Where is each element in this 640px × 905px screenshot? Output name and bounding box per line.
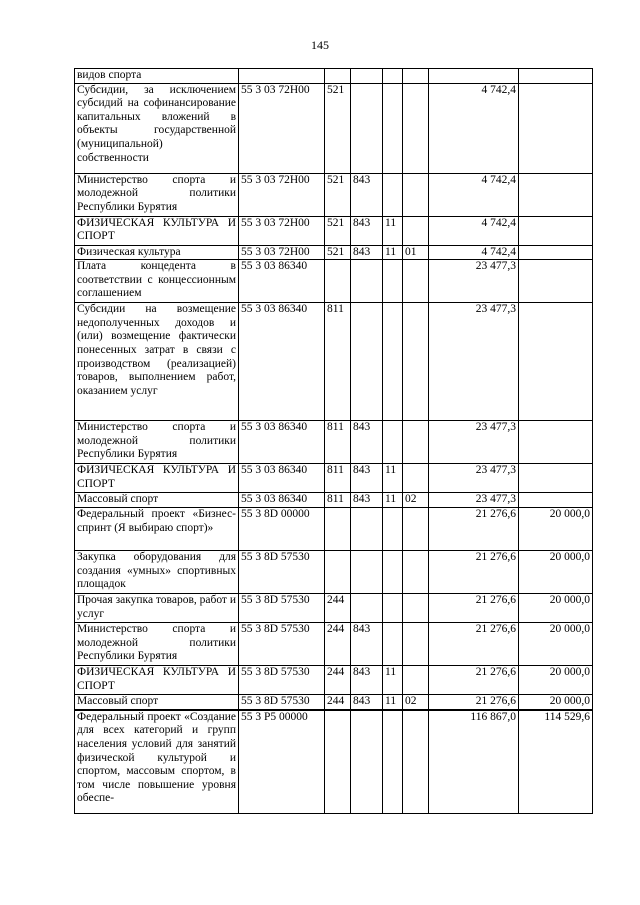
- row-section: 11: [383, 216, 403, 245]
- row-department-code: [351, 594, 383, 623]
- row-section: [383, 173, 403, 216]
- row-subsection: [403, 508, 429, 551]
- row-expense-type: 244: [325, 695, 351, 710]
- row-name: Федеральный проект «Бизнес-спринт (Я выбираю спорт)»: [75, 508, 239, 551]
- row-section: [383, 260, 403, 303]
- row-expense-type: 521: [325, 245, 351, 260]
- row-name: Закупка оборудования для создания «умных» спортивных площадок: [75, 551, 239, 594]
- row-subsection: [403, 173, 429, 216]
- row-amount-year-2: 20 000,0: [519, 695, 593, 710]
- row-amount-year-1: 4 742,4: [429, 216, 519, 245]
- row-expense-type: 811: [325, 421, 351, 464]
- row-amount-year-1: 116 867,0: [429, 710, 519, 814]
- table-row: [75, 216, 593, 245]
- row-subsection: [403, 464, 429, 493]
- row-section: [383, 421, 403, 464]
- row-target-code: 55 3 03 86340: [239, 464, 325, 493]
- row-name: Прочая закупка товаров, работ и услуг: [75, 594, 239, 623]
- row-amount-year-1: 4 742,4: [429, 173, 519, 216]
- row-target-code: 55 3 03 72Н00: [239, 173, 325, 216]
- row-subsection: 02: [403, 493, 429, 508]
- row-department-code: 843: [351, 464, 383, 493]
- row-amount-year-1: 23 477,3: [429, 260, 519, 303]
- row-amount-year-2: [519, 83, 593, 173]
- row-section: [383, 594, 403, 623]
- row-expense-type: [325, 508, 351, 551]
- row-amount-year-1: 4 742,4: [429, 83, 519, 173]
- row-name: ФИЗИЧЕСКАЯ КУЛЬТУРА И СПОРТ: [75, 666, 239, 695]
- row-amount-year-1: 21 276,6: [429, 551, 519, 594]
- row-amount-year-2: [519, 216, 593, 245]
- row-target-code: [239, 69, 325, 84]
- row-amount-year-2: 20 000,0: [519, 551, 593, 594]
- row-subsection: [403, 83, 429, 173]
- row-amount-year-2: [519, 260, 593, 303]
- row-name: Министерство спорта и молодежной политики Республики Бурятия: [75, 623, 239, 666]
- row-section: [383, 69, 403, 84]
- row-expense-type: 811: [325, 493, 351, 508]
- row-amount-year-1: 4 742,4: [429, 245, 519, 260]
- row-amount-year-2: [519, 303, 593, 421]
- table-row: [75, 421, 593, 464]
- row-amount-year-2: 20 000,0: [519, 666, 593, 695]
- row-name: Министерство спорта и молодежной политики Республики Бурятия: [75, 173, 239, 216]
- row-name: Субсидии на возмещение недополученных доходов и (или) возмещение фактически понесенных затрат в связи с производством (реализацией) товаров, выполнением работ, оказанием услуг: [75, 303, 239, 421]
- row-amount-year-1: 23 477,3: [429, 493, 519, 508]
- table-row: [75, 551, 593, 594]
- row-amount-year-2: [519, 421, 593, 464]
- table-row: [75, 260, 593, 303]
- row-expense-type: 521: [325, 216, 351, 245]
- row-subsection: [403, 594, 429, 623]
- row-amount-year-2: 20 000,0: [519, 508, 593, 551]
- row-target-code: 55 3 03 72Н00: [239, 216, 325, 245]
- row-amount-year-2: [519, 69, 593, 84]
- row-expense-type: 244: [325, 623, 351, 666]
- row-name: Министерство спорта и молодежной политики Республики Бурятия: [75, 421, 239, 464]
- table-row: [75, 710, 593, 814]
- row-amount-year-2: [519, 464, 593, 493]
- row-amount-year-2: [519, 173, 593, 216]
- row-amount-year-1: 21 276,6: [429, 695, 519, 710]
- row-name: ФИЗИЧЕСКАЯ КУЛЬТУРА И СПОРТ: [75, 216, 239, 245]
- row-name: Плата концедента в соответствии с концессионным соглашением: [75, 260, 239, 303]
- row-target-code: 55 3 03 72Н00: [239, 245, 325, 260]
- row-target-code: 55 3 03 72Н00: [239, 83, 325, 173]
- row-section: [383, 508, 403, 551]
- row-department-code: [351, 508, 383, 551]
- row-subsection: [403, 260, 429, 303]
- row-amount-year-1: 21 276,6: [429, 594, 519, 623]
- row-name: Массовый спорт: [75, 493, 239, 508]
- row-department-code: [351, 83, 383, 173]
- row-section: 11: [383, 695, 403, 710]
- row-expense-type: 521: [325, 83, 351, 173]
- row-name: ФИЗИЧЕСКАЯ КУЛЬТУРА И СПОРТ: [75, 464, 239, 493]
- row-amount-year-1: 23 477,3: [429, 303, 519, 421]
- row-expense-type: 811: [325, 464, 351, 493]
- row-department-code: [351, 69, 383, 84]
- row-subsection: [403, 216, 429, 245]
- row-expense-type: [325, 260, 351, 303]
- row-subsection: [403, 303, 429, 421]
- row-department-code: 843: [351, 623, 383, 666]
- row-amount-year-2: 20 000,0: [519, 594, 593, 623]
- row-department-code: 843: [351, 666, 383, 695]
- row-name: Массовый спорт: [75, 695, 239, 710]
- row-subsection: 02: [403, 695, 429, 710]
- row-expense-type: 244: [325, 666, 351, 695]
- row-department-code: [351, 260, 383, 303]
- row-target-code: 55 3 03 86340: [239, 493, 325, 508]
- table-row: [75, 83, 593, 173]
- row-section: [383, 623, 403, 666]
- row-amount-year-1: 23 477,3: [429, 464, 519, 493]
- row-section: [383, 303, 403, 421]
- table-row: [75, 303, 593, 421]
- row-expense-type: [325, 710, 351, 814]
- row-section: [383, 551, 403, 594]
- row-section: 11: [383, 464, 403, 493]
- table-row: [75, 464, 593, 493]
- row-amount-year-1: [429, 69, 519, 84]
- row-amount-year-1: 21 276,6: [429, 623, 519, 666]
- table-row: [75, 623, 593, 666]
- row-section: 11: [383, 493, 403, 508]
- row-expense-type: [325, 69, 351, 84]
- row-target-code: 55 3 03 86340: [239, 260, 325, 303]
- row-target-code: 55 3 03 86340: [239, 303, 325, 421]
- page-number: 145: [311, 38, 329, 52]
- table-row: [75, 508, 593, 551]
- row-target-code: 55 3 8D 57530: [239, 594, 325, 623]
- row-expense-type: 811: [325, 303, 351, 421]
- table-row: [75, 666, 593, 695]
- row-department-code: [351, 303, 383, 421]
- row-target-code: 55 3 03 86340: [239, 421, 325, 464]
- row-target-code: 55 3 8D 57530: [239, 695, 325, 710]
- row-subsection: [403, 551, 429, 594]
- row-amount-year-2: 20 000,0: [519, 623, 593, 666]
- row-department-code: 843: [351, 493, 383, 508]
- row-subsection: [403, 69, 429, 84]
- table-row: [75, 173, 593, 216]
- row-amount-year-1: 23 477,3: [429, 421, 519, 464]
- row-department-code: 843: [351, 421, 383, 464]
- row-amount-year-2: [519, 493, 593, 508]
- row-section: 11: [383, 666, 403, 695]
- row-amount-year-2: 114 529,6: [519, 710, 593, 814]
- row-department-code: 843: [351, 695, 383, 710]
- row-name: Субсидии, за исключением субсидий на софинансирование капитальных вложений в объекты государственной (муниципальной) собственности: [75, 83, 239, 173]
- row-department-code: 843: [351, 173, 383, 216]
- row-section: [383, 710, 403, 814]
- table-row: [75, 493, 593, 508]
- row-name: Федеральный проект «Создание для всех категорий и групп населения условий для занятий физической культурой и спортом, массовым спортом, в том числе повышение уровня обеспе-: [75, 710, 239, 814]
- row-subsection: 01: [403, 245, 429, 260]
- row-target-code: 55 3 8D 00000: [239, 508, 325, 551]
- row-subsection: [403, 710, 429, 814]
- row-amount-year-1: 21 276,6: [429, 508, 519, 551]
- row-expense-type: 521: [325, 173, 351, 216]
- row-section: [383, 83, 403, 173]
- table-row: [75, 695, 593, 710]
- table-row: [75, 245, 593, 260]
- row-subsection: [403, 623, 429, 666]
- row-amount-year-2: [519, 245, 593, 260]
- table-row: [75, 69, 593, 84]
- row-subsection: [403, 421, 429, 464]
- row-department-code: [351, 551, 383, 594]
- row-amount-year-1: 21 276,6: [429, 666, 519, 695]
- row-department-code: 843: [351, 245, 383, 260]
- budget-table: [74, 68, 593, 814]
- row-name: Физическая культура: [75, 245, 239, 260]
- table-row: [75, 594, 593, 623]
- row-section: 11: [383, 245, 403, 260]
- row-target-code: 55 3 8D 57530: [239, 623, 325, 666]
- row-target-code: 55 3 8D 57530: [239, 551, 325, 594]
- row-department-code: [351, 710, 383, 814]
- row-name: видов спорта: [75, 69, 239, 84]
- row-expense-type: [325, 551, 351, 594]
- row-target-code: 55 3 P5 00000: [239, 710, 325, 814]
- row-subsection: [403, 666, 429, 695]
- row-expense-type: 244: [325, 594, 351, 623]
- row-target-code: 55 3 8D 57530: [239, 666, 325, 695]
- row-department-code: 843: [351, 216, 383, 245]
